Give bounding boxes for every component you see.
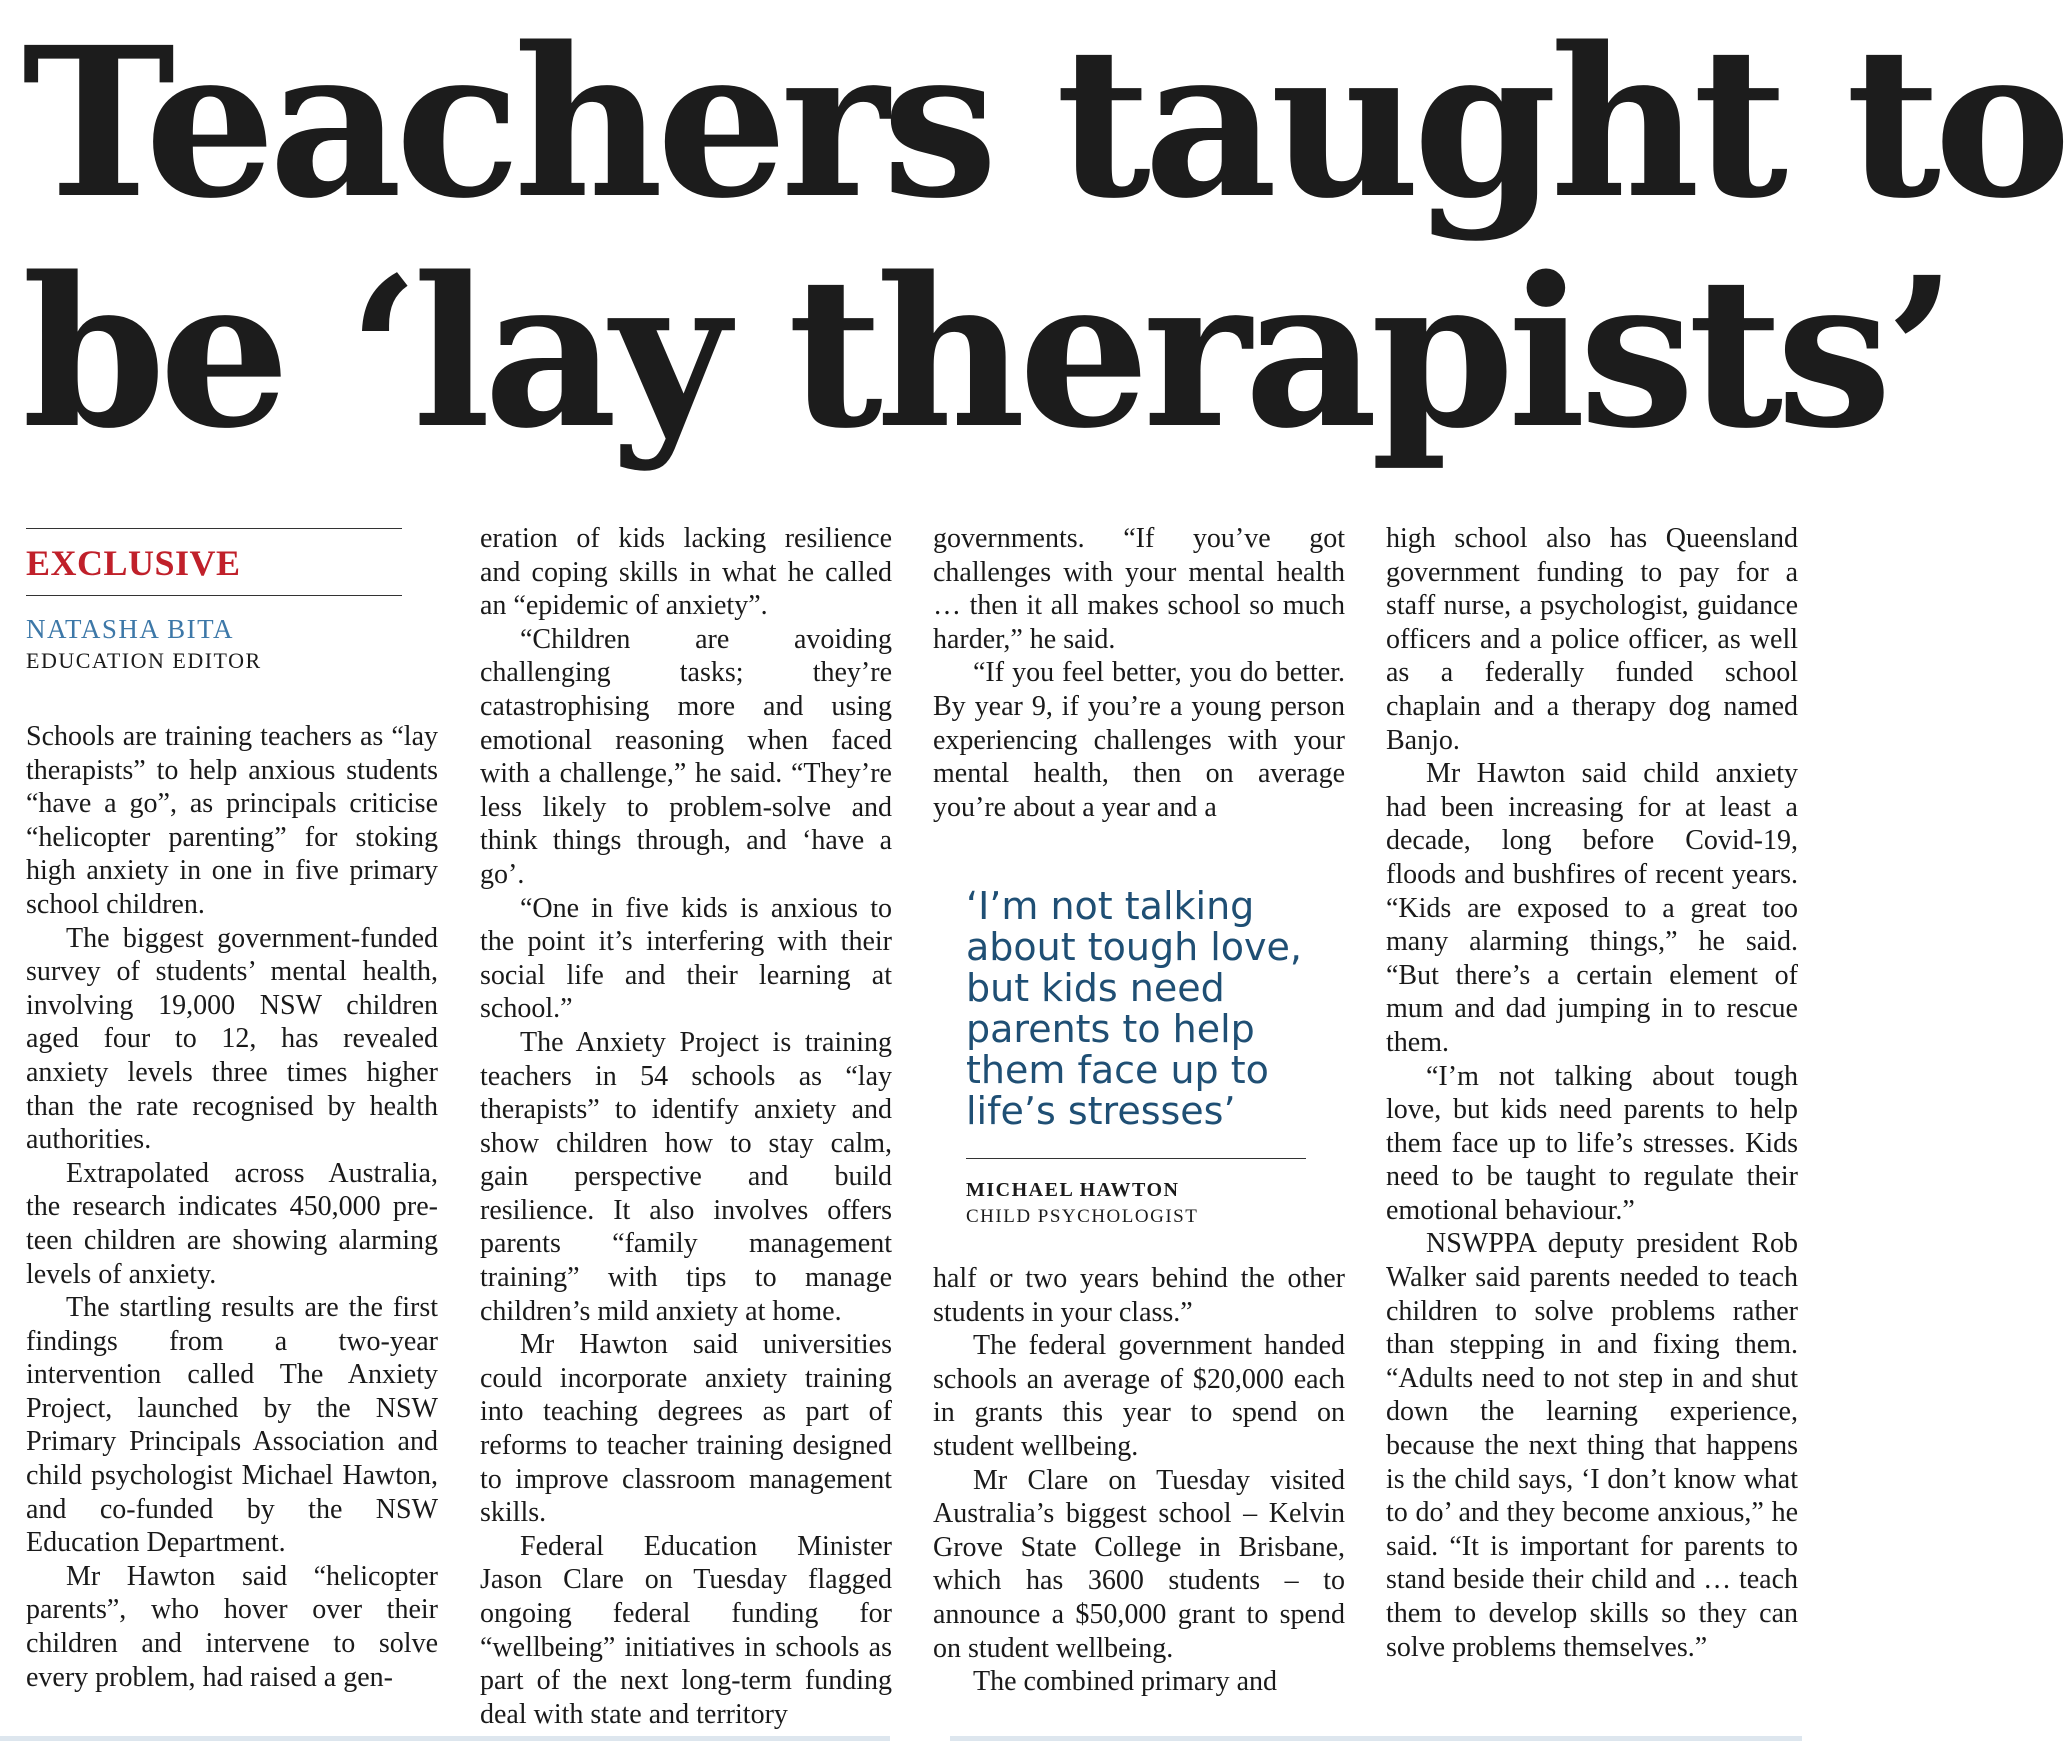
byline-mid-rule — [26, 595, 402, 596]
paragraph: “One in five kids is anxious to the point it’s interfering with their social life and their learning at school.” — [480, 892, 892, 1025]
column-1 — [26, 720, 438, 1694]
paragraph: The Anxiety Project is training teachers in 54 schools as “lay therapists” to identify anxiety and show children how to stay calm, gain perspective and build resilience. It also involves offers parents “family management training” with tips to manage children’s mild anxiety at home. — [480, 1026, 892, 1327]
page-bottom-band-right — [950, 1736, 1802, 1741]
headline-line-1: Teachers taught to — [22, 2, 2064, 244]
pull-quote-rule — [966, 1158, 1306, 1159]
paragraph: NSWPPA deputy president Rob Walker said parents needed to teach children to solve problems rather than stepping in and fixing them. “Adults need to not step in and shut down the learning experience, because the next thing that happens is the child says, ‘I don’t know what to do’ and they become anxious,” he said. “It is important for parents to stand beside their child and … teach them to develop skills so they can solve problems themselves.” — [1386, 1228, 1798, 1663]
paragraph: “Children are avoiding challenging tasks; they’re catastrophising more and using emotional reasoning when faced with a challenge,” he said. “They’re less likely to problem-solve and think things through, and ‘have a go’. — [480, 623, 892, 890]
column-3-top — [933, 522, 1345, 824]
paragraph: The federal government handed schools an average of $20,000 each in grants this year to spend on student wellbeing. — [933, 1330, 1345, 1462]
paragraph: Mr Hawton said child anxiety had been increasing for at least a decade, long before Covid-19, floods and bushfires of recent years. “Kids are exposed to a great too many alarming things,” he said. “But there’s a certain element of mum and dad jumping in to rescue them. — [1386, 758, 1798, 1058]
headline — [22, 2, 2064, 474]
page-bottom-band-left — [0, 1736, 890, 1741]
paragraph: Extrapolated across Australia, the research indicates 450,000 pre-teen children are showing alarming levels of anxiety. — [26, 1157, 438, 1290]
pull-quote — [966, 886, 1306, 1228]
headline-line-2: be ‘lay therapists’ — [22, 232, 1950, 474]
paragraph: The biggest government-funded survey of students’ mental health, involving 19,000 NSW children aged four to 12, has revealed anxiety levels three times higher than the rate recognised by health authorities. — [26, 922, 438, 1156]
paragraph: Federal Education Minister Jason Clare on Tuesday flagged ongoing federal funding for “wellbeing” initiatives in schools as part of the next long-term funding deal with state and territory — [480, 1530, 892, 1730]
paragraph: The startling results are the first findings from a two-year intervention called The Anxiety Project, launched by the NSW Primary Principals Association and child psychologist Michael Hawton, and co-funded by the NSW Education Department. — [26, 1292, 438, 1559]
pull-quote-name: MICHAEL HAWTON — [966, 1179, 1180, 1201]
exclusive-tag: EXCLUSIVE — [26, 543, 241, 583]
pull-quote-role: CHILD PSYCHOLOGIST — [966, 1206, 1199, 1227]
paragraph: Mr Hawton said “helicopter parents”, who hover over their children and intervene to solve every problem, had raised a gen- — [26, 1560, 438, 1693]
author-role: EDUCATION EDITOR — [26, 648, 262, 673]
byline-top-rule — [26, 528, 402, 529]
pull-quote-text: ‘I’m not talking about tough love, but kids need parents to help them face up to life’s stresses’ — [966, 884, 1302, 1133]
paragraph: Mr Clare on Tuesday visited Australia’s biggest school – Kelvin Grove State College in Brisbane, which has 3600 students – to announce a $50,000 grant to spend on student wellbeing. — [933, 1464, 1345, 1664]
paragraph: “I’m not talking about tough love, but kids need parents to help them face up to life’s stresses. Kids need to be taught to regulate their emotional behaviour.” — [1386, 1060, 1798, 1226]
byline — [26, 528, 402, 674]
paragraph: Mr Hawton said universities could incorporate anxiety training into teaching degrees as part of reforms to teacher training designed to improve classroom management skills. — [480, 1329, 892, 1529]
paragraph: Schools are training teachers as “lay therapists” to help anxious students “have a go”, as principals criticise “helicopter parenting” for stoking high anxiety in one in five primary school children. — [26, 721, 438, 920]
column-4 — [1386, 522, 1798, 1664]
paragraph: high school also has Queensland government funding to pay for a staff nurse, a psychologist, guidance officers and a police officer, as well as a federally funded school chaplain and a therapy dog named Banjo. — [1386, 523, 1798, 756]
paragraph: half or two years behind the other students in your class.” — [933, 1263, 1345, 1328]
paragraph: The combined primary and — [973, 1666, 1278, 1698]
paragraph: “If you feel better, you do better. By year 9, if you’re a young person experiencing challenges with your mental health, then on average you’re about a year and a — [933, 657, 1345, 823]
column-2 — [480, 522, 892, 1731]
author-name: NATASHA BITA — [26, 614, 234, 644]
paragraph: eration of kids lacking resilience and coping skills in what he called an “epidemic of anxiety”. — [480, 523, 892, 622]
paragraph: governments. “If you’ve got challenges with your mental health … then it all makes school so much harder,” he said. — [933, 523, 1345, 655]
column-3-bottom — [933, 1262, 1345, 1699]
